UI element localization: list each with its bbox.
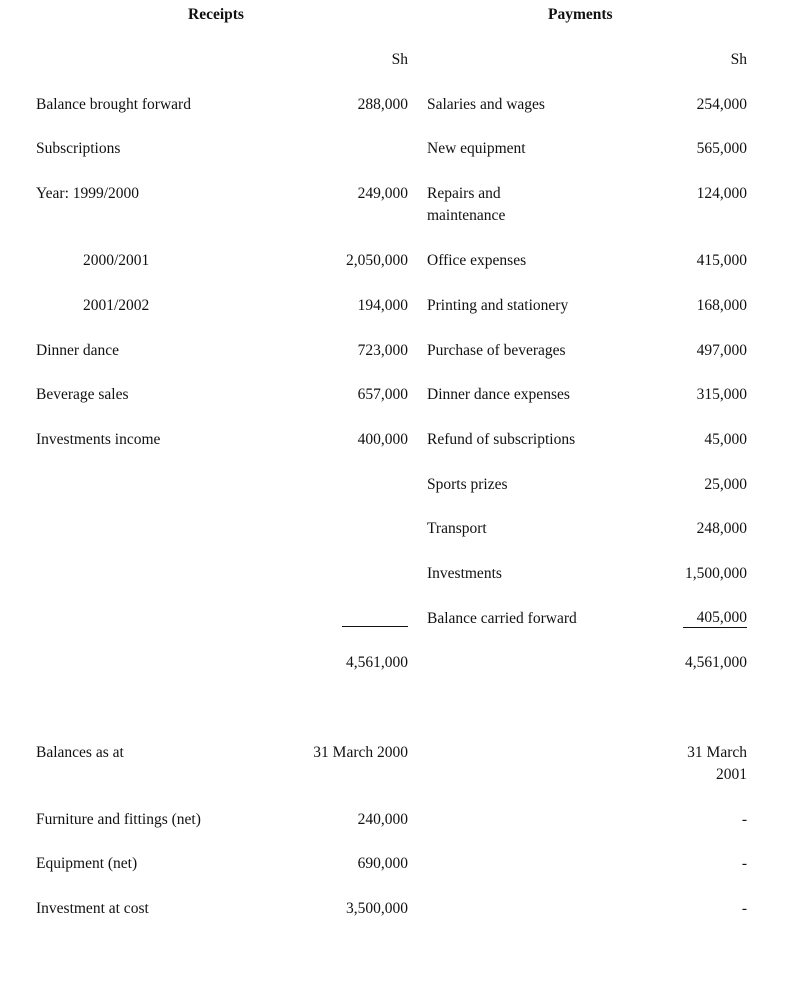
receipt-label: Year: 1999/2000 bbox=[36, 185, 140, 202]
balances-col2-header: 31 March 2001 bbox=[687, 744, 747, 783]
payment-label: Salaries and wages bbox=[427, 96, 545, 113]
balances-col1-header: 31 March 2000 bbox=[313, 744, 408, 761]
receipt-label: 2000/2001 bbox=[83, 252, 150, 269]
receipt-amount: 400,000 bbox=[357, 431, 408, 448]
payment-label: Transport bbox=[427, 520, 487, 537]
payment-amount: 405,000 bbox=[683, 608, 747, 628]
payment-amount: 168,000 bbox=[696, 297, 747, 314]
payment-label: Dinner dance expenses bbox=[427, 386, 570, 403]
payment-amount: 497,000 bbox=[696, 342, 747, 359]
payment-label: Refund of subscriptions bbox=[427, 431, 576, 448]
receipt-amount: 194,000 bbox=[357, 297, 408, 314]
payments-currency: Sh bbox=[730, 51, 747, 68]
payment-amount: 248,000 bbox=[696, 520, 747, 537]
balance-item-value: 690,000 bbox=[357, 855, 408, 872]
balance-item-label: Equipment (net) bbox=[36, 855, 138, 872]
payment-label: Investments bbox=[427, 565, 502, 582]
receipts-currency: Sh bbox=[391, 51, 408, 68]
receipt-amount: 288,000 bbox=[357, 96, 408, 113]
payment-amount: 254,000 bbox=[696, 96, 747, 113]
payment-amount: 415,000 bbox=[696, 252, 747, 269]
balance-item-label: Furniture and fittings (net) bbox=[36, 811, 201, 828]
receipt-label: Subscriptions bbox=[36, 140, 121, 157]
balance-item-value: 3,500,000 bbox=[346, 900, 408, 917]
payment-label: Printing and stationery bbox=[427, 297, 569, 314]
receipt-amount: 2,050,000 bbox=[346, 252, 408, 269]
payment-amount: 565,000 bbox=[696, 140, 747, 157]
balance-item-label: Investment at cost bbox=[36, 900, 149, 917]
payment-label: Balance carried forward bbox=[427, 610, 577, 627]
receipts-header: Receipts bbox=[188, 6, 244, 23]
receipts-total: 4,561,000 bbox=[346, 654, 408, 671]
receipt-label: Dinner dance bbox=[36, 342, 120, 359]
payment-amount: 25,000 bbox=[704, 476, 747, 493]
balances-heading: Balances as at bbox=[36, 744, 124, 761]
balance-item-value: 240,000 bbox=[357, 811, 408, 828]
payments-total: 4,561,000 bbox=[685, 654, 747, 671]
receipts-total-rule bbox=[342, 626, 408, 627]
receipt-amount: 657,000 bbox=[357, 386, 408, 403]
balance-item-value: - bbox=[741, 900, 747, 917]
payment-amount: 315,000 bbox=[696, 386, 747, 403]
payment-amount: 1,500,000 bbox=[685, 565, 747, 582]
payment-label: New equipment bbox=[427, 140, 526, 157]
payments-header: Payments bbox=[548, 6, 613, 23]
payment-label: Sports prizes bbox=[427, 476, 508, 493]
payment-label: Purchase of beverages bbox=[427, 342, 566, 359]
balance-item-value: - bbox=[741, 811, 747, 828]
receipt-label: Investments income bbox=[36, 431, 161, 448]
payment-label: Repairs and maintenance bbox=[427, 185, 506, 224]
receipt-amount: 723,000 bbox=[357, 342, 408, 359]
receipt-label: 2001/2002 bbox=[83, 297, 150, 314]
payment-amount: 45,000 bbox=[704, 431, 747, 448]
balance-item-value: - bbox=[741, 855, 747, 872]
receipt-label: Balance brought forward bbox=[36, 96, 191, 113]
payment-amount: 124,000 bbox=[696, 185, 747, 202]
payment-label: Office expenses bbox=[427, 252, 527, 269]
receipt-label: Beverage sales bbox=[36, 386, 129, 403]
receipt-amount: 249,000 bbox=[357, 185, 408, 202]
